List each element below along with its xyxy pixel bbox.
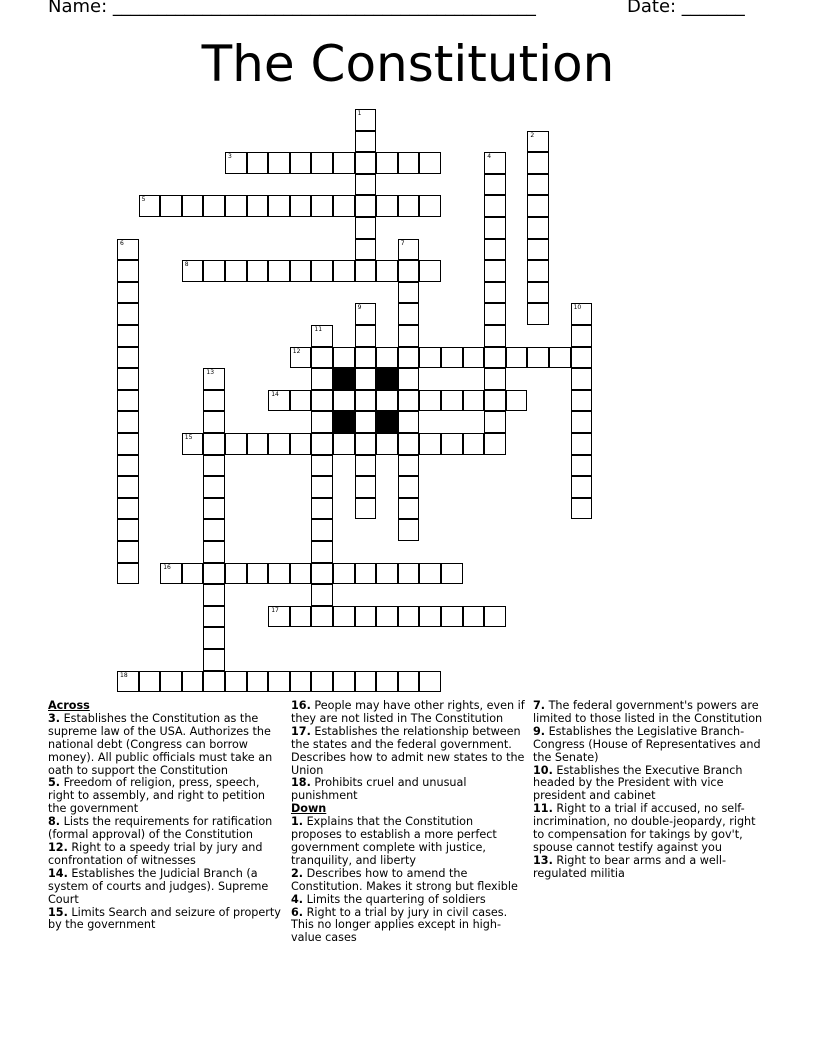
grid-cell[interactable] xyxy=(203,433,225,455)
grid-cell[interactable] xyxy=(117,282,139,304)
grid-cell[interactable] xyxy=(160,671,182,693)
grid-cell[interactable] xyxy=(311,260,333,282)
grid-cell[interactable] xyxy=(484,303,506,325)
clue-item xyxy=(291,816,527,868)
clue-number: 18 xyxy=(120,671,128,679)
grid-cell[interactable] xyxy=(571,476,593,498)
grid-cell[interactable] xyxy=(463,390,485,412)
grid-cell[interactable] xyxy=(419,433,441,455)
grid-cell[interactable] xyxy=(527,195,549,217)
clue-item xyxy=(48,868,282,907)
clue-number: 10 xyxy=(573,304,582,312)
clue-item xyxy=(291,907,527,946)
clue-number: 3 xyxy=(228,153,232,161)
grid-cell[interactable] xyxy=(333,671,355,693)
grid-cell[interactable] xyxy=(441,433,463,455)
grid-cell[interactable] xyxy=(203,476,225,498)
date-line: Date: _______ xyxy=(627,0,745,17)
grid-cell[interactable] xyxy=(484,282,506,304)
black-square xyxy=(376,368,398,390)
grid-cell[interactable] xyxy=(484,260,506,282)
grid-cell[interactable] xyxy=(398,563,420,585)
grid-cell[interactable] xyxy=(333,260,355,282)
grid-cell[interactable] xyxy=(311,390,333,412)
clue-label: 12. xyxy=(48,840,68,854)
grid-cell[interactable] xyxy=(117,519,139,541)
grid-cell[interactable] xyxy=(160,195,182,217)
grid-cell[interactable] xyxy=(333,347,355,369)
grid-cell[interactable] xyxy=(225,260,247,282)
grid-cell[interactable] xyxy=(203,606,225,628)
grid-cell[interactable] xyxy=(225,433,247,455)
clue-label: 10. xyxy=(533,763,553,777)
grid-cell[interactable] xyxy=(203,455,225,477)
grid-cell[interactable] xyxy=(117,671,139,693)
grid-cell[interactable] xyxy=(203,627,225,649)
grid-cell[interactable] xyxy=(117,433,139,455)
grid-cell[interactable] xyxy=(484,433,506,455)
grid-cell[interactable] xyxy=(311,519,333,541)
clue-text: Limits Search and seizure of property by the government xyxy=(48,905,281,932)
grid-cell[interactable] xyxy=(527,260,549,282)
clue-number: 2 xyxy=(530,131,535,139)
grid-cell[interactable] xyxy=(441,606,463,628)
grid-cell[interactable] xyxy=(398,519,420,541)
black-square xyxy=(333,411,355,433)
grid-cell[interactable] xyxy=(117,325,139,347)
black-square xyxy=(376,411,398,433)
clue-text: Prohibits cruel and unusual punishment xyxy=(291,776,467,803)
grid-cell[interactable] xyxy=(247,260,269,282)
name-line: Name: _______________________________________________ xyxy=(48,0,536,17)
grid-cell[interactable] xyxy=(333,195,355,217)
clue-text: Right to bear arms and a well-regulated militia xyxy=(533,853,727,880)
grid-cell[interactable] xyxy=(311,498,333,520)
grid-cell[interactable] xyxy=(117,411,139,433)
clue-text: People may have other rights, even if they are not listed in The Constitution xyxy=(291,699,525,725)
grid-cell[interactable] xyxy=(376,606,398,628)
grid-cell[interactable] xyxy=(398,303,420,325)
grid-cell[interactable] xyxy=(355,455,377,477)
clue-label: 18. xyxy=(291,776,311,790)
grid-cell[interactable] xyxy=(419,152,441,174)
grid-cell[interactable] xyxy=(419,671,441,693)
grid-cell[interactable] xyxy=(311,368,333,390)
grid-cell[interactable] xyxy=(419,390,441,412)
grid-cell[interactable] xyxy=(311,195,333,217)
grid-cell[interactable] xyxy=(527,239,549,261)
clue-number: 17 xyxy=(271,606,279,614)
grid-cell[interactable] xyxy=(203,584,225,606)
grid-cell[interactable] xyxy=(311,325,333,347)
grid-cell[interactable] xyxy=(549,347,571,369)
grid-cell[interactable] xyxy=(484,174,506,196)
grid-cell[interactable] xyxy=(203,368,225,390)
clue-item xyxy=(533,765,769,804)
grid-cell[interactable] xyxy=(117,239,139,261)
grid-cell[interactable] xyxy=(419,606,441,628)
grid-cell[interactable] xyxy=(484,325,506,347)
clue-item xyxy=(533,700,769,726)
grid-cell[interactable] xyxy=(182,563,204,585)
clue-label: 6. xyxy=(291,905,304,919)
grid-cell[interactable] xyxy=(311,476,333,498)
grid-cell[interactable] xyxy=(527,347,549,369)
grid-cell[interactable] xyxy=(268,606,290,628)
grid-cell[interactable] xyxy=(311,411,333,433)
clue-number: 14 xyxy=(271,390,279,398)
grid-cell[interactable] xyxy=(268,195,290,217)
grid-cell[interactable] xyxy=(355,260,377,282)
grid-cell[interactable] xyxy=(290,563,312,585)
grid-cell[interactable] xyxy=(355,368,377,390)
clue-label: 2. xyxy=(291,866,304,880)
clue-label: 7. xyxy=(533,699,546,712)
grid-cell[interactable] xyxy=(398,347,420,369)
clue-label: 3. xyxy=(48,711,61,725)
grid-cell[interactable] xyxy=(203,411,225,433)
grid-cell[interactable] xyxy=(355,433,377,455)
clue-text: Right to a trial by jury in civil cases. This no longer applies except in high-value cases xyxy=(291,905,508,945)
clue-label: 13. xyxy=(533,853,553,867)
grid-cell[interactable] xyxy=(398,476,420,498)
grid-cell[interactable] xyxy=(290,671,312,693)
grid-cell[interactable] xyxy=(160,563,182,585)
clue-number: 7 xyxy=(400,239,405,247)
grid-cell[interactable] xyxy=(484,195,506,217)
grid-cell[interactable] xyxy=(463,347,485,369)
clue-number: 16 xyxy=(163,563,171,571)
clue-text: Freedom of religion, press, speech, right to assembly, and right to petition the government xyxy=(48,776,266,816)
clue-item xyxy=(291,777,527,803)
grid-cell[interactable] xyxy=(355,476,377,498)
clue-item xyxy=(48,816,282,842)
grid-cell[interactable] xyxy=(290,260,312,282)
grid-cell[interactable] xyxy=(182,671,204,693)
clue-number: 13 xyxy=(206,369,215,377)
grid-cell[interactable] xyxy=(290,606,312,628)
grid-cell[interactable] xyxy=(355,174,377,196)
clue-text: Establishes the Executive Branch headed by the President with vice president and cabinet xyxy=(533,763,743,803)
grid-cell[interactable] xyxy=(290,390,312,412)
grid-cell[interactable] xyxy=(311,347,333,369)
grid-cell[interactable] xyxy=(225,563,247,585)
grid-cell[interactable] xyxy=(376,152,398,174)
clue-text: Right to a trial if accused, no self-incrimination, no double-jeopardy, right to compensation for takings by gov't, spouse cannot testify against you xyxy=(533,802,756,854)
grid-cell[interactable] xyxy=(419,347,441,369)
clue-text: Establishes the relationship between the states and the federal government. Describes how to admit new states to the Union xyxy=(291,724,525,777)
clue-label: 9. xyxy=(533,724,546,738)
grid-cell[interactable] xyxy=(419,195,441,217)
grid-cell[interactable] xyxy=(355,325,377,347)
clue-item xyxy=(48,777,282,816)
grid-cell[interactable] xyxy=(441,347,463,369)
grid-cell[interactable] xyxy=(376,390,398,412)
grid-cell[interactable] xyxy=(203,195,225,217)
grid-cell[interactable] xyxy=(355,217,377,239)
clue-item xyxy=(533,855,769,881)
grid-cell[interactable] xyxy=(571,390,593,412)
grid-cell[interactable] xyxy=(398,455,420,477)
grid-cell[interactable] xyxy=(398,390,420,412)
grid-cell[interactable] xyxy=(484,411,506,433)
grid-cell[interactable] xyxy=(527,282,549,304)
grid-cell[interactable] xyxy=(398,152,420,174)
clue-text: Establishes the Legislative Branch-Congress (House of Representatives and the Senate) xyxy=(533,724,761,764)
grid-cell[interactable] xyxy=(376,563,398,585)
clue-text: Explains that the Constitution proposes to establish a more perfect government complete with justice, tranquility, and liberty xyxy=(291,815,497,867)
grid-cell[interactable] xyxy=(441,563,463,585)
clue-item xyxy=(291,726,527,778)
grid-cell[interactable] xyxy=(247,671,269,693)
grid-cell[interactable] xyxy=(398,368,420,390)
grid-cell[interactable] xyxy=(268,260,290,282)
clue-text: Establishes the Judicial Branch (a system of courts and judges). Supreme Court xyxy=(48,866,269,906)
grid-cell[interactable] xyxy=(182,195,204,217)
grid-cell[interactable] xyxy=(441,390,463,412)
grid-cell[interactable] xyxy=(484,239,506,261)
grid-cell[interactable] xyxy=(355,152,377,174)
clue-number: 11 xyxy=(314,326,323,333)
grid-cell[interactable] xyxy=(527,174,549,196)
clue-number: 9 xyxy=(357,304,362,312)
grid-cell[interactable] xyxy=(463,606,485,628)
grid-cell[interactable] xyxy=(376,260,398,282)
grid-cell[interactable] xyxy=(117,368,139,390)
grid-cell[interactable] xyxy=(571,498,593,520)
grid-cell[interactable] xyxy=(355,498,377,520)
grid-cell[interactable] xyxy=(355,109,377,131)
grid-cell[interactable] xyxy=(355,671,377,693)
clue-item xyxy=(291,700,527,726)
clue-number: 8 xyxy=(184,261,189,269)
grid-cell[interactable] xyxy=(311,606,333,628)
grid-cell[interactable] xyxy=(290,433,312,455)
grid-cell[interactable] xyxy=(571,411,593,433)
grid-cell[interactable] xyxy=(419,563,441,585)
grid-cell[interactable] xyxy=(527,131,549,153)
grid-cell[interactable] xyxy=(398,671,420,693)
grid-cell[interactable] xyxy=(571,455,593,477)
grid-cell[interactable] xyxy=(355,195,377,217)
clues-column-3 xyxy=(533,700,769,881)
grid-cell[interactable] xyxy=(268,152,290,174)
grid-cell[interactable] xyxy=(225,195,247,217)
grid-cell[interactable] xyxy=(398,195,420,217)
grid-cell[interactable] xyxy=(311,541,333,563)
clue-text: Lists the requirements for ratification (formal approval) of the Constitution xyxy=(48,815,273,842)
clue-item xyxy=(48,842,282,868)
clue-number: 5 xyxy=(141,196,146,204)
grid-cell[interactable] xyxy=(527,217,549,239)
grid-cell[interactable] xyxy=(139,671,161,693)
clue-label: 17. xyxy=(291,724,311,738)
grid-cell[interactable] xyxy=(571,347,593,369)
grid-cell[interactable] xyxy=(333,390,355,412)
grid-cell[interactable] xyxy=(333,152,355,174)
grid-cell[interactable] xyxy=(268,390,290,412)
grid-cell[interactable] xyxy=(311,433,333,455)
grid-cell[interactable] xyxy=(484,368,506,390)
grid-cell[interactable] xyxy=(484,217,506,239)
grid-cell[interactable] xyxy=(247,195,269,217)
grid-cell[interactable] xyxy=(484,152,506,174)
clue-label: 8. xyxy=(48,815,61,829)
page-title: The Constitution xyxy=(201,35,615,93)
grid-cell[interactable] xyxy=(311,584,333,606)
clue-label: 4. xyxy=(291,892,304,906)
clue-label: 11. xyxy=(533,802,553,816)
grid-cell[interactable] xyxy=(398,606,420,628)
grid-cell[interactable] xyxy=(333,606,355,628)
clue-number: 15 xyxy=(184,434,193,441)
black-square xyxy=(333,368,355,390)
grid-cell[interactable] xyxy=(182,433,204,455)
grid-cell[interactable] xyxy=(117,303,139,325)
grid-cell[interactable] xyxy=(225,671,247,693)
grid-cell[interactable] xyxy=(311,152,333,174)
grid-cell[interactable] xyxy=(182,260,204,282)
clue-label: 14. xyxy=(48,866,68,880)
grid-cell[interactable] xyxy=(311,455,333,477)
grid-cell[interactable] xyxy=(117,390,139,412)
grid-cell[interactable] xyxy=(203,563,225,585)
grid-cell[interactable] xyxy=(247,433,269,455)
grid-cell[interactable] xyxy=(571,368,593,390)
grid-cell[interactable] xyxy=(506,390,528,412)
grid-cell[interactable] xyxy=(376,347,398,369)
grid-cell[interactable] xyxy=(333,433,355,455)
grid-cell[interactable] xyxy=(398,411,420,433)
clue-text: Describes how to amend the Constitution. Makes it strong but flexible xyxy=(291,866,518,893)
clue-item xyxy=(48,713,282,778)
grid-cell[interactable] xyxy=(355,411,377,433)
grid-cell[interactable] xyxy=(117,498,139,520)
grid-cell[interactable] xyxy=(203,649,225,671)
grid-cell[interactable] xyxy=(290,152,312,174)
grid-cell[interactable] xyxy=(571,325,593,347)
grid-cell[interactable] xyxy=(355,606,377,628)
grid-cell[interactable] xyxy=(398,325,420,347)
clue-item xyxy=(533,726,769,765)
grid-cell[interactable] xyxy=(376,671,398,693)
down-heading: Down xyxy=(291,802,327,816)
grid-cell[interactable] xyxy=(203,390,225,412)
grid-cell[interactable] xyxy=(398,239,420,261)
grid-cell[interactable] xyxy=(117,455,139,477)
grid-cell[interactable] xyxy=(506,347,528,369)
grid-cell[interactable] xyxy=(311,563,333,585)
grid-cell[interactable] xyxy=(268,433,290,455)
clue-label: 15. xyxy=(48,905,68,919)
grid-cell[interactable] xyxy=(376,433,398,455)
clue-text: Establishes the Constitution as the supreme law of the USA. Authorizes the national debt (Congress can borrow money). All public officials must take an oath to support the Constitution xyxy=(48,711,273,777)
grid-cell[interactable] xyxy=(290,347,312,369)
grid-cell[interactable] xyxy=(484,390,506,412)
clue-text: Limits the quartering of soldiers xyxy=(303,892,486,906)
grid-cell[interactable] xyxy=(463,433,485,455)
grid-cell[interactable] xyxy=(355,563,377,585)
clues-column-1 xyxy=(48,700,282,932)
grid-cell[interactable] xyxy=(398,282,420,304)
grid-cell[interactable] xyxy=(484,606,506,628)
clue-item xyxy=(291,868,527,894)
clue-number: 6 xyxy=(120,239,124,247)
grid-cell[interactable] xyxy=(527,303,549,325)
grid-cell[interactable] xyxy=(203,671,225,693)
grid-cell[interactable] xyxy=(203,260,225,282)
clue-label: 5. xyxy=(48,776,61,790)
clue-text: The federal government's powers are limited to those listed in the Constitution xyxy=(533,699,763,725)
grid-cell[interactable] xyxy=(117,563,139,585)
clues-column-2 xyxy=(291,700,527,945)
clue-item xyxy=(533,803,769,855)
clue-text: Right to a speedy trial by jury and confrontation of witnesses xyxy=(48,840,263,867)
grid-cell[interactable] xyxy=(355,390,377,412)
across-heading: Across xyxy=(48,699,90,712)
grid-cell[interactable] xyxy=(571,303,593,325)
grid-cell[interactable] xyxy=(247,152,269,174)
grid-cell[interactable] xyxy=(355,303,377,325)
grid-cell[interactable] xyxy=(117,476,139,498)
clue-label: 16. xyxy=(291,699,311,712)
grid-cell[interactable] xyxy=(117,347,139,369)
grid-cell[interactable] xyxy=(398,260,420,282)
grid-cell[interactable] xyxy=(376,195,398,217)
clue-number: 1 xyxy=(357,110,362,117)
grid-cell[interactable] xyxy=(484,347,506,369)
grid-cell[interactable] xyxy=(268,671,290,693)
grid-cell[interactable] xyxy=(117,541,139,563)
grid-cell[interactable] xyxy=(355,239,377,261)
grid-cell[interactable] xyxy=(225,152,247,174)
clue-number: 12 xyxy=(292,347,301,355)
grid-cell[interactable] xyxy=(268,563,290,585)
grid-cell[interactable] xyxy=(419,260,441,282)
clue-item xyxy=(48,907,282,933)
grid-cell[interactable] xyxy=(355,347,377,369)
grid-cell[interactable] xyxy=(333,563,355,585)
grid-cell[interactable] xyxy=(571,433,593,455)
grid-cell[interactable] xyxy=(117,260,139,282)
grid-cell[interactable] xyxy=(398,498,420,520)
grid-cell[interactable] xyxy=(355,131,377,153)
grid-cell[interactable] xyxy=(527,152,549,174)
grid-cell[interactable] xyxy=(398,433,420,455)
grid-cell[interactable] xyxy=(247,563,269,585)
grid-cell[interactable] xyxy=(290,195,312,217)
clue-number: 4 xyxy=(487,153,492,161)
grid-cell[interactable] xyxy=(311,671,333,693)
grid-cell[interactable] xyxy=(203,519,225,541)
grid-cell[interactable] xyxy=(203,498,225,520)
grid-cell[interactable] xyxy=(139,195,161,217)
clue-label: 1. xyxy=(291,815,304,829)
grid-cell[interactable] xyxy=(203,541,225,563)
